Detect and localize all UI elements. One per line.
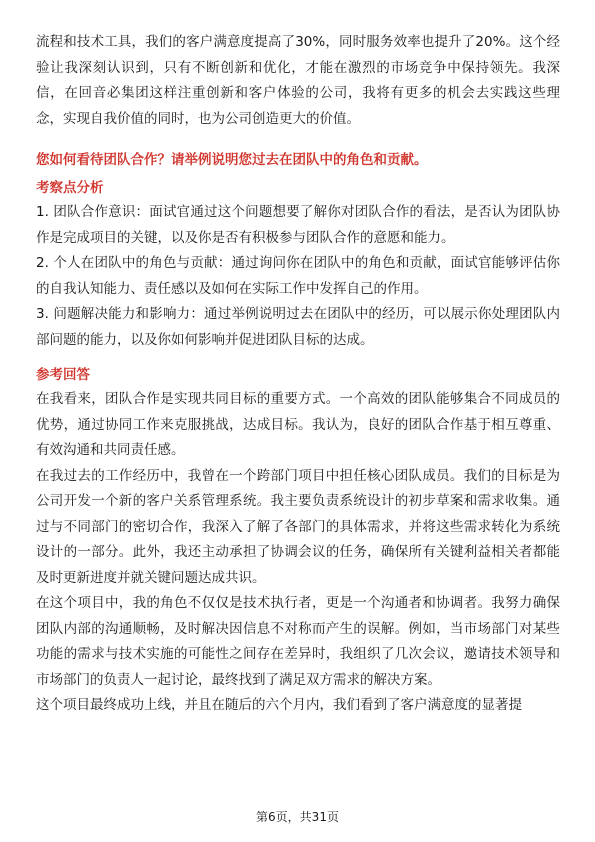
answer-paragraph: 这个项目最终成功上线，并且在随后的六个月内，我们看到了客户满意度的显著提	[36, 697, 522, 713]
page-number-footer: 第6页，共31页	[256, 810, 339, 824]
answer-paragraph: 在我过去的工作经历中，我曾在一个跨部门项目中担任核心团队成员。我们的目标是为公司开发一个新的客户关系管理系统。我主要负责系统设计的初步草案和需求收集。通过与不同部门的密切合作，我深入了解了各部门的具体需求，并将这些需求转化为系统设计的一部分。此外，我还主动承担了协调会议的任务，确保所有关键利益相关者都能及时更新进度并就关键问题达成共识。	[36, 467, 560, 586]
answer-paragraph: 在我看来，团队合作是实现共同目标的重要方式。一个高效的团队能够集合不同成员的优势，通过协同工作来克服挑战，达成目标。我认为，良好的团队合作基于相互尊重、有效沟通和共同责任感。	[36, 391, 560, 458]
analysis-point: 3. 问题解决能力和影响力：通过举例说明过去在团队中的经历，可以展示你处理团队内部问题的能力，以及你如何影响并促进团队目标的达成。	[36, 306, 560, 348]
analysis-heading: 考察点分析	[36, 180, 104, 196]
analysis-point: 1. 团队合作意识：面试官通过这个问题想要了解你对团队合作的看法，是否认为团队协作是完成项目的关键，以及你是否有积极参与团队合作的意愿和能力。	[36, 204, 560, 246]
answer-paragraph: 在这个项目中，我的角色不仅仅是技术执行者，更是一个沟通者和协调者。我努力确保团队内部的沟通顺畅，及时解决因信息不对称而产生的误解。例如，当市场部门对某些功能的需求与技术实施的可能性之间存在差异时，我组织了几次会议，邀请技术领导和市场部门的负责人一起讨论，最终找到了满足双方需求的解决方案。	[36, 595, 560, 688]
analysis-point: 2. 个人在团队中的角色与贡献：通过询问你在团队中的角色和贡献，面试官能够评估你的自我认知能力、责任感以及如何在实际工作中发挥自己的作用。	[36, 255, 560, 297]
question-heading: 您如何看待团队合作？请举例说明您过去在团队中的角色和贡献。	[36, 152, 428, 168]
page-content	[36, 30, 560, 719]
intro-paragraph: 流程和技术工具，我们的客户满意度提高了30%，同时服务效率也提升了20%。这个经验让我深刻认识到，只有不断创新和优化，才能在激烈的市场竞争中保持领先。我深信，在回音必集团这样注重创新和客户体验的公司，我将有更多的机会去实践这些理念，实现自我价值的同时，也为公司创造更大的价值。	[36, 34, 560, 127]
answer-heading: 参考回答	[36, 367, 90, 383]
